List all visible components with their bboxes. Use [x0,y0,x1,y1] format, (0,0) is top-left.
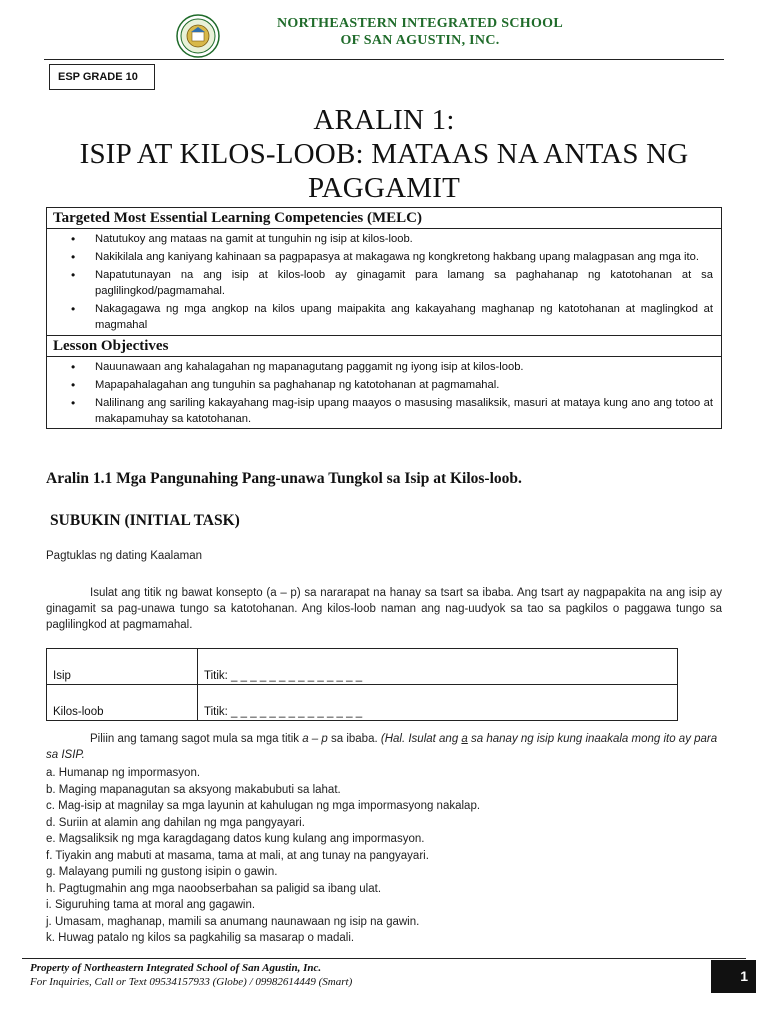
list-item: e. Magsaliksik ng mga karagdagang datos kung kulang ang impormasyon. [46,833,425,845]
instruction-lead: Piliin ang tamang sagot mula sa mga titik [90,733,303,745]
answer-field[interactable]: Titik: _ _ _ _ _ _ _ _ _ _ _ _ _ _ [198,685,678,721]
grade-label: ESP GRADE 10 [49,64,155,90]
melc-heading: Targeted Most Essential Learning Competencies (MELC) [47,208,721,229]
melc-item: • Napatutunayan na ang isip at kilos-loob ay ginagamit para lamang sa paghahanap ng katotohanan at sa paglilingkod/pagmamahal. [95,267,713,299]
lesson-title-line1: ARALIN 1: [313,104,455,136]
intro-text: Pagtuklas ng dating Kaalaman [46,550,202,562]
table-cell-label: Kilos-loob [47,685,198,721]
list-item: a. Humanap ng impormasyon. [46,767,201,779]
instruction-hint-letter: a [461,733,468,745]
page-number: 1 [711,960,756,993]
objective-item: • Nalilinang ang sariling kakayahang mag-isip upang maayos o masusing masaliksik, masuri at mataya kung ano ang totoo at makapamuhay sa katotohanan. [95,395,713,428]
list-item: f. Tiyakin ang mabuti at masama, tama at mali, at ang tunay na pangyayari. [46,849,429,862]
lesson-title-line3: PAGGAMIT [308,172,460,204]
list-item: h. Pagtugmahin ang mga naoobserbahan sa paligid sa ibang ulat. [46,882,382,895]
lesson-subheading: Aralin 1.1 Mga Pangunahing Pang-unawa Tungkol sa Isip at Kilos-loob. [46,470,522,487]
table-cell-label: Isip [47,649,198,685]
choice-instruction [46,731,722,763]
choice-list [46,765,480,947]
table-row [47,685,678,721]
footer-property: Property of Northeastern Integrated School of San Agustin, Inc. [30,962,322,974]
footer-contact: For Inquiries, Call or Text 09534157933 (Globe) / 09982614449 (Smart) [30,976,353,988]
list-item: b. Maging mapanagutan sa aksyong makabubuti sa lahat. [46,783,341,796]
melc-item: • Natutukoy ang mataas na gamit at tunguhin ng isip at kilos-loob. [95,231,713,247]
instruction-hint-end: sa hanay ng isip kung inaakala mong ito ay para sa ISIP. [46,733,718,761]
instruction-mid: sa ibaba. [327,733,381,745]
instruction-hint: (Hal. Isulat ang [380,733,462,745]
subukin-heading: SUBUKIN (INITIAL TASK) [50,512,240,529]
list-item: d. Suriin at alamin ang dahilan ng mga pangyayari. [46,816,305,829]
melc-item: • Nakikilala ang kaniyang kahinaan sa pagpapasya at makagawa ng kongkretong hakbang upang malagpasan ang mga ito. [95,249,713,265]
objectives-heading: Lesson Objectives [47,335,721,357]
school-name-line2: OF SAN AGUSTIN, INC. [340,33,500,48]
footer-divider [22,958,746,959]
instruction-range: a – p [302,733,328,745]
objective-item: • Mapapahalagahan ang tunguhin sa paghahanap ng katotohanan at pagmamahal. [95,377,713,393]
table-row [47,649,678,685]
melc-item: • Nakagagawa ng mga angkop na kilos upang maipakita ang kakayahang maghanap ng katotohanan at maglingkod at magmahal [95,301,713,335]
competency-box [46,207,722,429]
list-item: k. Huwag patalo ng kilos sa pagkahilig sa masarap o madali. [46,932,355,944]
list-item: j. Umasam, maghanap, mamili sa anumang naunawaan ng isip na gawin. [46,915,420,928]
objective-item: • Nauunawaan ang kahalagahan ng mapanagutang paggamit ng iyong isip at kilos-loob. [95,359,713,375]
lesson-title-line2: ISIP AT KILOS-LOOB: MATAAS NA ANTAS NG [79,138,689,170]
objectives-list [47,359,721,428]
list-item: g. Malayang pumili ng gustong isipin o gawin. [46,866,278,878]
list-item: i. Siguruhing tama at moral ang gagawin. [46,899,256,911]
school-name-line1: NORTHEASTERN INTEGRATED SCHOOL [277,16,563,31]
answer-table [46,648,678,721]
header-divider [44,59,724,60]
list-item: c. Mag-isip at magnilay sa mga layunin at kahulugan ng mga impormasyong nakalap. [46,800,481,812]
melc-list [47,231,721,335]
answer-field[interactable]: Titik: _ _ _ _ _ _ _ _ _ _ _ _ _ _ [198,649,678,685]
instruction-paragraph: Isulat ang titik ng bawat konsepto (a – p) sa nararapat na hanay sa tsart sa ibaba. Ang tsart ay nagpapakita na ang isip ay ginagamit sa pag-unawa tungo sa katotohanan. Ang kilos-loob naman ang nag-uudyok sa tao sa pagkilos o paggawa tungo sa paglilingkod at pagmamahal. [46,587,722,631]
